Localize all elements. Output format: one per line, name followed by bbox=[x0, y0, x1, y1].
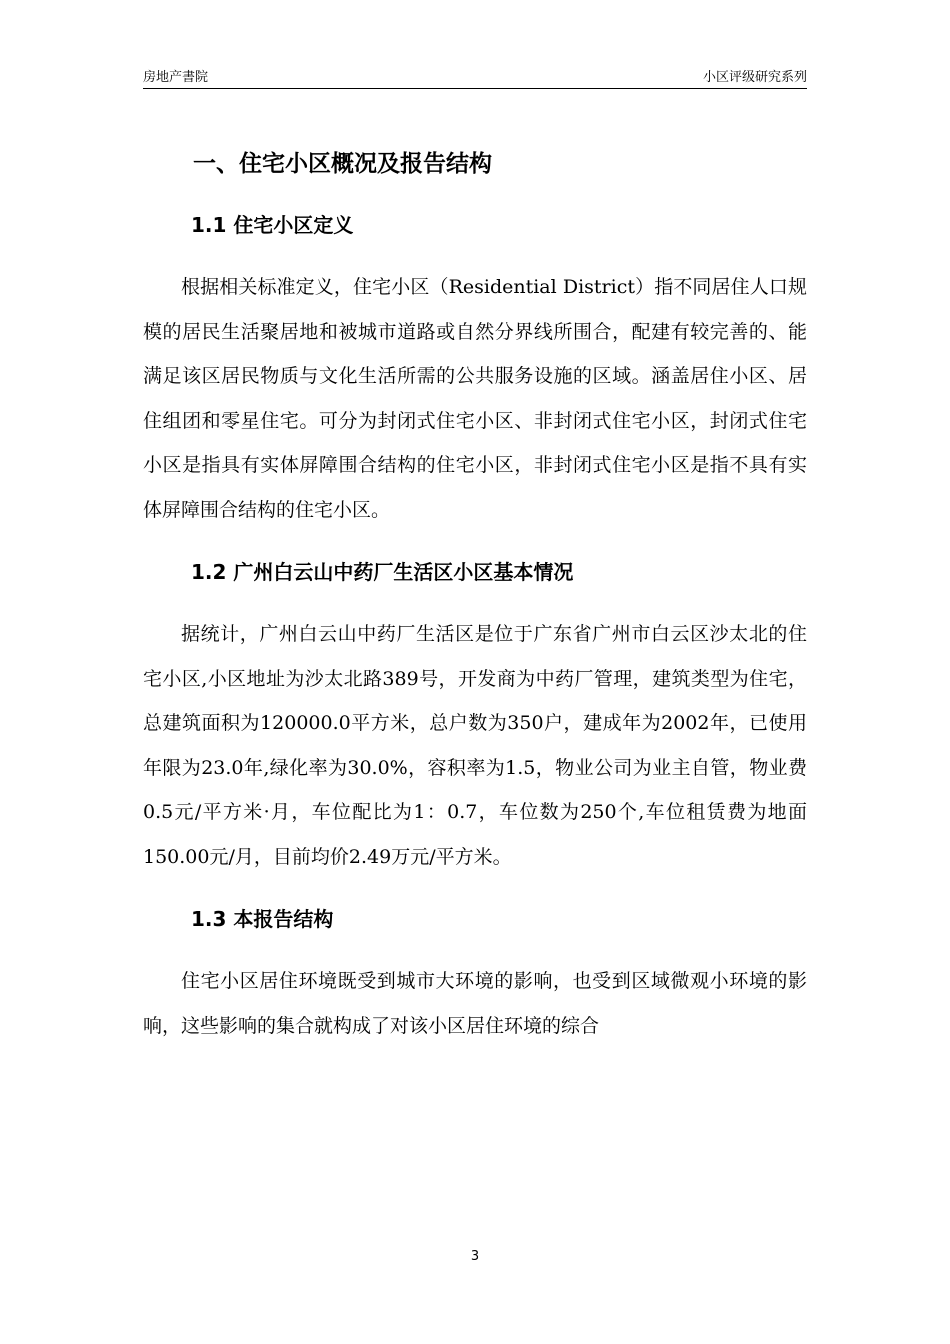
subsection-heading: 1.3 本报告结构 bbox=[191, 907, 334, 931]
subsection-heading: 1.2 广州白云山中药厂生活区小区基本情况 bbox=[191, 560, 574, 584]
header-series: 小区评级研究系列 bbox=[702, 70, 807, 85]
section-title: 一、住宅小区概况及报告结构 bbox=[193, 151, 492, 177]
page-body bbox=[143, 140, 807, 1048]
body-paragraph: 住宅小区居住环境既受到城市大环境的影响，也受到区域微观小环境的影响，这些影响的集合就构成了对该小区居住环境的综合 bbox=[143, 970, 807, 1037]
page-header bbox=[143, 66, 807, 88]
subsection-heading: 1.1 住宅小区定义 bbox=[191, 213, 354, 237]
page-number: 3 bbox=[470, 1249, 480, 1264]
header-publisher: 房地产書院 bbox=[143, 70, 209, 85]
body-paragraph: 根据相关标准定义，住宅小区（Residential District）指不同居住人口规模的居民生活聚居地和被城市道路或自然分界线所围合，配建有较完善的、能满足该区居民物质与文化生活所需的公共服务设施的区域。涵盖居住小区、居住组团和零星住宅。可分为封闭式住宅小区、非封闭式住宅小区，封闭式住宅小区是指具有实体屏障围合结构的住宅小区，非封闭式住宅小区是指不具有实体屏障围合结构的住宅小区。 bbox=[143, 276, 807, 521]
header-divider bbox=[143, 88, 807, 89]
body-paragraph: 据统计，广州白云山中药厂生活区是位于广东省广州市白云区沙太北的住宅小区,小区地址为沙太北路389号，开发商为中药厂管理，建筑类型为住宅，总建筑面积为120000.0平方米，总户数为350户，建成年为2002年，已使用年限为23.0年,绿化率为30.0%，容积率为1.5，物业公司为业主自管，物业费0.5元/平方米·月，车位配比为1：0.7，车位数为250个,车位租赁费为地面150.00元/月，目前均价2.49万元/平方米。 bbox=[143, 623, 807, 868]
